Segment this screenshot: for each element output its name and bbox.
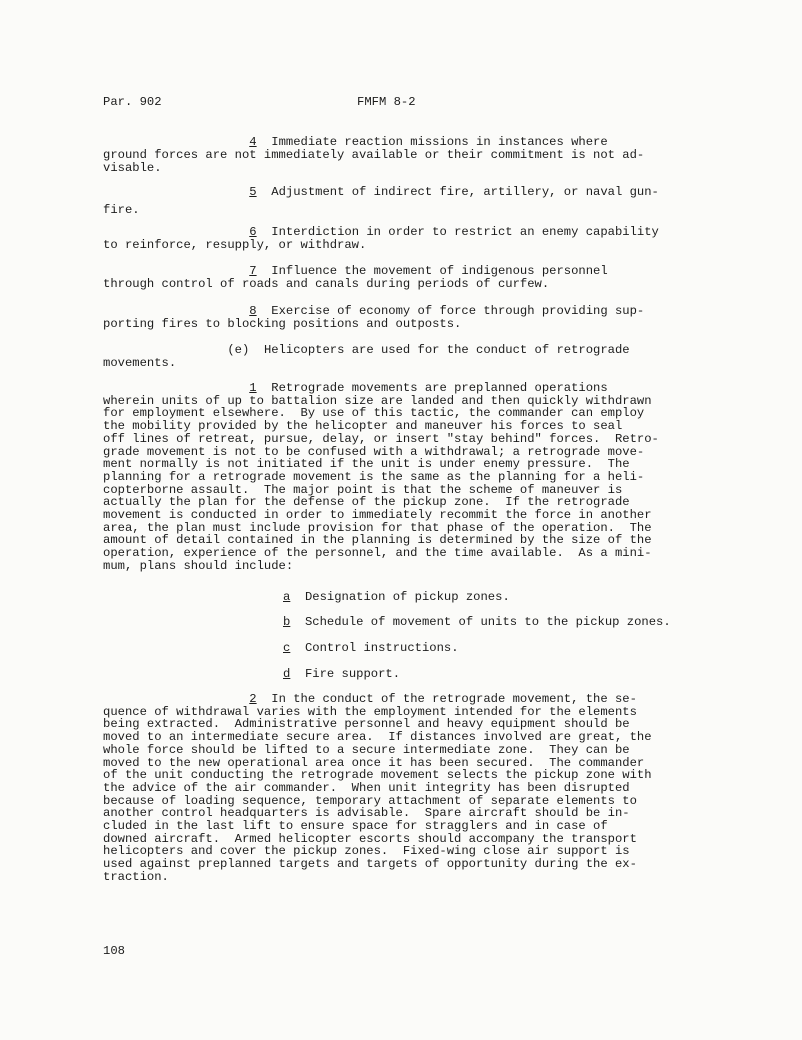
item-number: 4 [249, 135, 257, 149]
paragraph-line: movement is conducted in order to immediately recommit the force in another [103, 508, 652, 523]
item-number: 8 [249, 304, 257, 318]
subitem-a [283, 590, 510, 604]
item-line: visable. [103, 161, 162, 175]
paragraph-line: another control headquarters is advisable. Spare aircraft should be in- [103, 806, 630, 821]
paragraph-line: downed aircraft. Armed helicopter escorts should accompany the transport [103, 831, 637, 846]
header-paragraph-ref: Par. 902 [103, 95, 162, 109]
item-number: 7 [249, 264, 257, 278]
item-line: porting fires to blocking positions and outposts. [103, 317, 462, 331]
item-5 [103, 186, 695, 221]
paragraph-line: the mobility provided by the helicopter and maneuver his forces to seal [103, 419, 623, 434]
section-line: movements. [103, 356, 177, 370]
subitem-text: Schedule of movement of units to the pickup zones. [304, 615, 671, 629]
paragraph-line: area, the plan must include provision for that phase of the operation. The [103, 520, 652, 535]
paragraph-line: amount of detail contained in the planning is determined by the size of the [103, 533, 652, 548]
paragraph-line: of the unit conducting the retrograde movement selects the pickup zone with [103, 768, 652, 783]
item-8 [103, 305, 695, 331]
paragraph-line: operation, experience of the personnel, and the time available. As a mini- [103, 546, 652, 561]
page-number: 108 [103, 944, 125, 958]
paragraph-line: Retrograde movements are preplanned operations [271, 381, 608, 395]
subitem-d [283, 667, 400, 681]
item-line: Immediate reaction missions in instances where [271, 135, 608, 149]
paragraph-line: mum, plans should include: [103, 558, 294, 573]
paragraph-line: moved to the new operational area once it has been secured. The commander [103, 755, 645, 770]
item-line: Interdiction in order to restrict an enemy capability [271, 225, 659, 239]
item-4 [103, 136, 695, 175]
item-6 [103, 226, 695, 252]
section-e [103, 344, 695, 370]
paragraph-line: grade movement is not to be confused with a withdrawal; a retrograde move- [103, 444, 645, 459]
section-line: Helicopters are used for the conduct of retrograde [263, 343, 630, 357]
paragraph-line: the advice of the air commander. When unit integrity has been disrupted [103, 780, 630, 795]
section-label: (e) [227, 343, 250, 357]
paragraph-line: In the conduct of the retrograde movement, the se- [271, 692, 637, 706]
paragraph-line: wherein units of up to battalion size are landed and then quickly withdrawn [103, 393, 652, 408]
subitem-letter: a [283, 590, 291, 604]
item-line: Adjustment of indirect fire, artillery, or naval gun- [271, 185, 659, 199]
paragraph-number: 2 [249, 692, 257, 706]
paragraph-2 [103, 693, 695, 884]
item-line: through control of roads and canals during periods of curfew. [103, 277, 550, 291]
subitem-letter: d [283, 667, 291, 681]
paragraph-line: helicopters and cover the pickup zones. Fixed-wing close air support is [103, 844, 630, 859]
paragraph-line: off lines of retreat, pursue, delay, or insert "stay behind" forces. Retro- [103, 431, 659, 446]
paragraph-number: 1 [249, 381, 257, 395]
subitem-letter: c [283, 641, 291, 655]
item-line: fire. [103, 203, 140, 217]
item-line: Influence the movement of indigenous personnel [271, 264, 608, 278]
paragraph-line: moved to an intermediate secure area. If distances involved are great, the [103, 730, 652, 745]
paragraph-line: planning for a retrograde movement is the same as the planning for a heli- [103, 469, 645, 484]
paragraph-line: copterborne assault. The major point is that the scheme of maneuver is [103, 482, 623, 497]
subitem-c [283, 641, 459, 655]
subitem-letter: b [283, 615, 291, 629]
paragraph-line: used against preplanned targets and targets of opportunity during the ex- [103, 857, 637, 872]
item-line: ground forces are not immediately available or their commitment is not ad- [103, 148, 645, 162]
paragraph-line: traction. [103, 869, 169, 884]
paragraph-1 [103, 382, 695, 573]
paragraph-line: cluded in the last lift to ensure space for stragglers and in case of [103, 819, 608, 834]
header-manual-id: FMFM 8-2 [357, 95, 416, 109]
subitem-text: Designation of pickup zones. [304, 590, 510, 604]
item-number: 5 [249, 185, 257, 199]
subitem-text: Fire support. [304, 667, 401, 681]
paragraph-line: actually the plan for the defense of the pickup zone. If the retrograde [103, 495, 630, 510]
item-7 [103, 265, 695, 291]
paragraph-line: quence of withdrawal varies with the employment intended for the elements [103, 704, 637, 719]
subitem-b [283, 615, 671, 629]
item-line: to reinforce, resupply, or withdraw. [103, 238, 367, 252]
paragraph-line: being extracted. Administrative personnel and heavy equipment should be [103, 717, 630, 732]
paragraph-line: ment normally is not initiated if the unit is under enemy pressure. The [103, 457, 630, 472]
subitem-text: Control instructions. [304, 641, 459, 655]
item-number: 6 [249, 225, 257, 239]
paragraph-line: for employment elsewhere. By use of this tactic, the commander can employ [103, 406, 645, 421]
paragraph-line: whole force should be lifted to a secure intermediate zone. They can be [103, 742, 630, 757]
item-line: Exercise of economy of force through providing sup- [271, 304, 645, 318]
paragraph-line: because of loading sequence, temporary attachment of separate elements to [103, 793, 637, 808]
